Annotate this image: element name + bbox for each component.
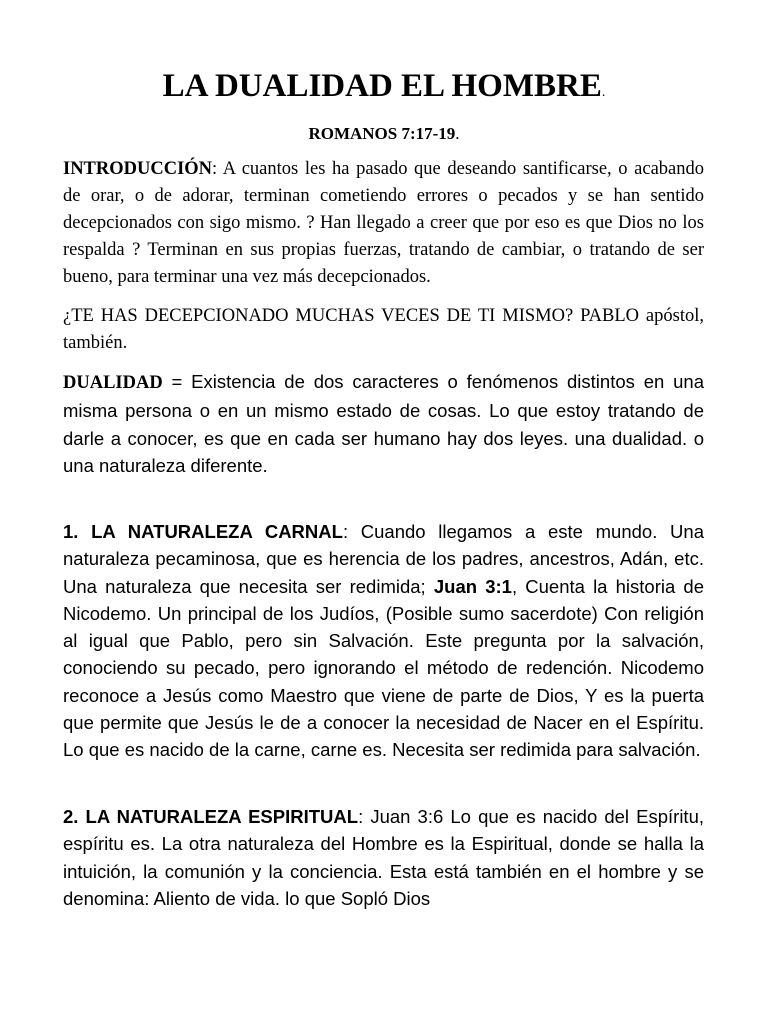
reference-period: . xyxy=(455,124,460,143)
section-carnal-text-b: , Cuenta la historia de Nicodemo. Un principal de los Judíos, (Posible sumo sacerdote) Con religión al igual que Pablo, pero sin Salvación. Este pregunta por la salvación, conociendo su pecado, pero ignorando el método de redención. Nicodemo reconoce a Jesús como Maestro que viene de parte de Dios, Y es la puerta que permite que Jesús le de a conocer la necesidad de Nacer en el Espíritu. Lo que es nacido de la carne, carne es. Necesita ser redimida para salvación. xyxy=(63,575,705,761)
title-period: . xyxy=(601,85,606,100)
title-text: LA DUALIDAD EL HOMBRE xyxy=(162,68,602,104)
section-espiritual-heading: 2. LA NATURALEZA ESPIRITUAL xyxy=(63,806,359,827)
question-paragraph: ¿TE HAS DECEPCIONADO MUCHAS VECES DE TI MISMO? PABLO apóstol, también. xyxy=(63,306,704,353)
section-espiritual-text: : Juan 3:6 Lo que es nacido del Espíritu, espíritu es. La otra naturaleza del Hombre es la Espiritual, donde se halla la intuición, la comunión y la conciencia. Esta está también en el hombre y se denomina: Aliento de vida. lo que Sopló Dios xyxy=(63,806,704,909)
scripture-reference xyxy=(0,122,768,146)
document-title xyxy=(0,66,768,113)
section-carnal-heading: 1. LA NATURALEZA CARNAL xyxy=(63,521,343,542)
section-espiritual xyxy=(63,803,704,912)
dualidad-text: = Existencia de dos caracteres o fenómenos distintos en una misma persona o en un mismo estado de cosas. Lo que estoy tratando de darle a conocer, es que en cada ser humano hay dos leyes. una dualidad. o una naturaleza diferente. xyxy=(63,371,704,476)
section-carnal xyxy=(63,518,704,764)
section-carnal-text-a: : Cuando llegamos a este mundo. Una naturaleza pecaminosa, que es herencia de los padres, ancestros, Adán, etc. Una naturaleza que necesita ser redimida; xyxy=(63,521,704,597)
intro-paragraph xyxy=(63,156,704,291)
reference-text: ROMANOS 7:17-19 xyxy=(308,124,456,143)
section-carnal-reference: Juan 3:1 xyxy=(433,575,512,597)
intro-label: INTRODUCCIÓN xyxy=(63,159,213,179)
intro-text: : A cuantos les ha pasado que deseando santificarse, o acabando de orar, o de adorar, terminan cometiendo errores o pecados y se han sentido decepcionados con sigo mismo. ? Han llegado a creer que por eso es que Dios no los respalda ? Terminan en sus propias fuerzas, tratando de cambiar, o tratando de ser bueno, para terminar una vez más decepcionados. xyxy=(63,159,704,287)
dualidad-label: DUALIDAD xyxy=(63,373,163,393)
dualidad-paragraph xyxy=(63,368,704,479)
